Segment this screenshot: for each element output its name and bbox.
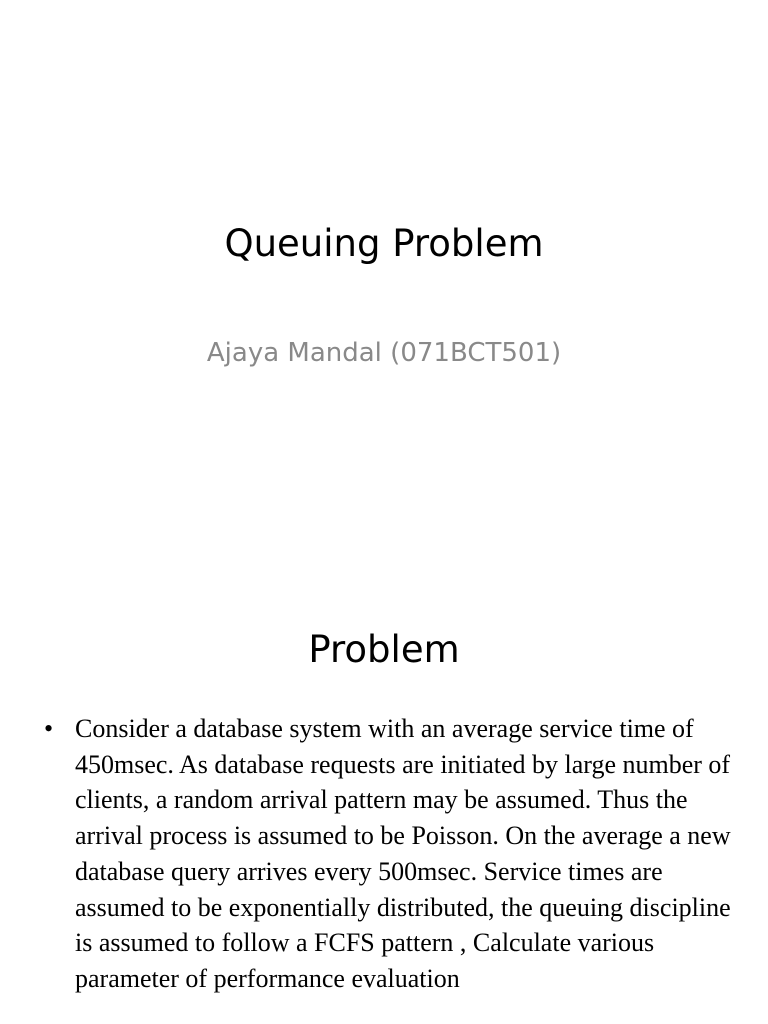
bullet-marker: •	[44, 714, 54, 743]
slide-problem	[0, 576, 768, 1024]
bullet-item	[44, 711, 734, 997]
slide-problem-heading: Problem	[308, 628, 460, 671]
bullet-text: Consider a database system with an average service time of 450msec. As database requests are initiated by large number of clients, a random arrival pattern may be assumed. Thus the arrival process is assumed to be Poisson. On the average a new database query arrives every 500msec. Service times are assumed to be exponentially distributed, the queuing discipline is assumed to follow a FCFS pattern , Calculate various parameter of performance evaluation	[75, 714, 731, 993]
slide-title-heading: Queuing Problem	[224, 222, 544, 265]
bullet-list	[44, 711, 734, 997]
slide-subtitle: Ajaya Mandal (071BCT501)	[206, 338, 562, 368]
